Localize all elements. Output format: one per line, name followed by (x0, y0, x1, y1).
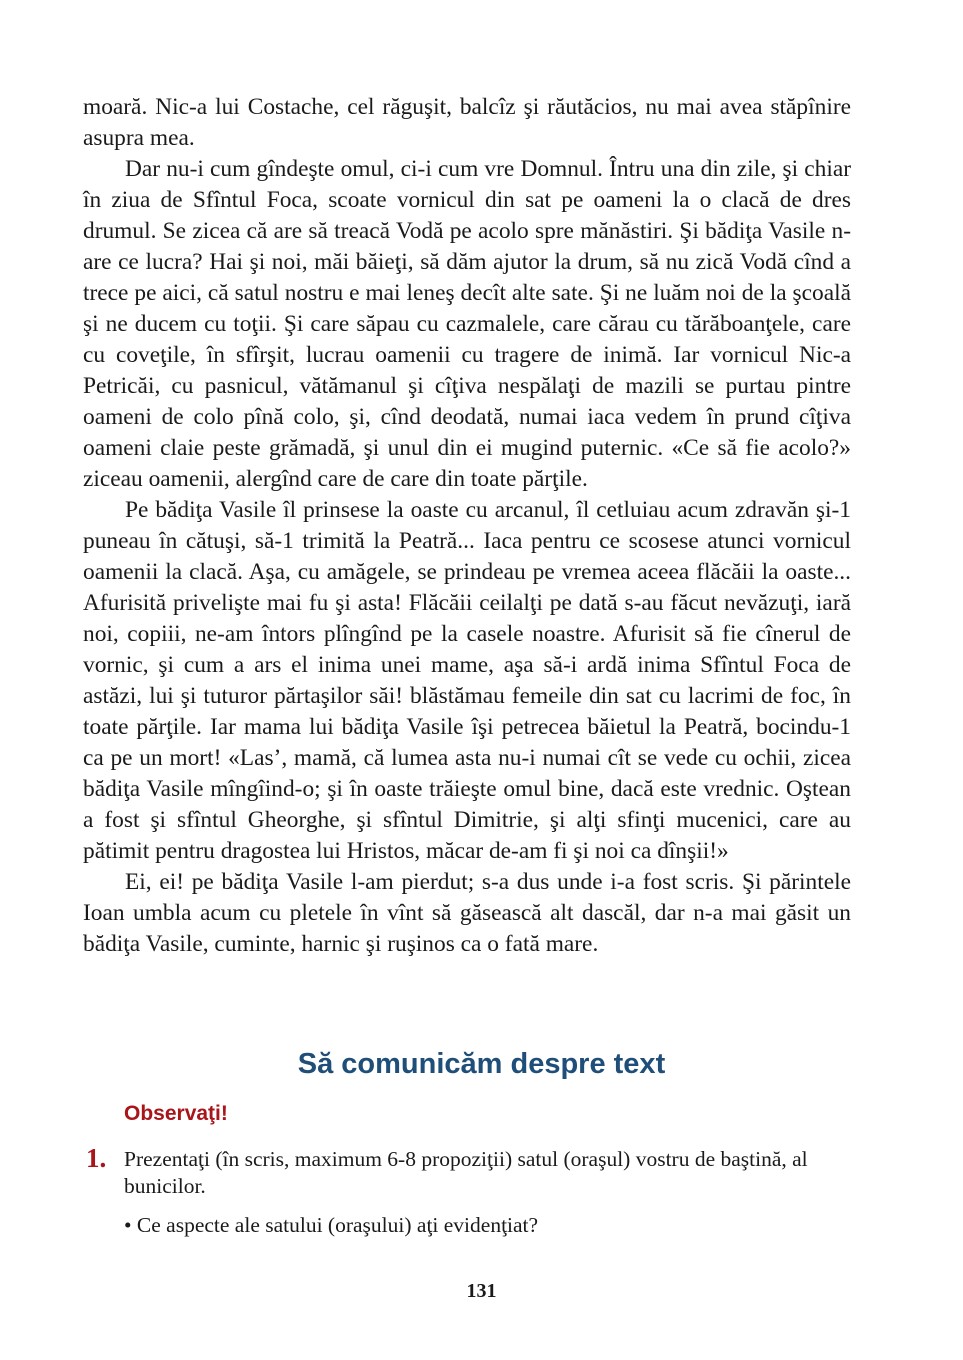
paragraph-1: moară. Nic-a lui Costache, cel răguşit, balcîz şi răutăcios, nu mai avea stăpînire asupra mea. (83, 94, 851, 151)
exercise-bullet: • Ce aspecte ale satului (oraşului) aţi evidenţiat? (124, 1213, 539, 1237)
section-subheading: Observaţi! (124, 1102, 228, 1125)
paragraph-3: Pe bădiţa Vasile îl prinsese la oaste cu arcanul, îl cetluiau acum zdravăn şi-1 puneau în cătuşi, să-1 trimită la Peatră... Iaca pentru ce scosese atunci vornicul oamenii la clacă. Aşa, cu amăgele, se prindeau pe vremea aceea flăcăii la oaste... Afurisită privelişte mai fu şi asta! Flăcăii ceilalţi pe dată s-au făcut nevăzuţi, iară noi, copiii, ne-am întors plîngînd pe la casele noastre. Afurisit să fie cînerul de vornic, şi cum a ars el inima unei mame, aşa să-i ardă inima Sfîntul Foca de astăzi, lui şi tuturor părtaşilor săi! blăstămau femeile din sat cu lacrimi de foc, în toate părţile. Iar mama lui bădiţa Vasile îşi petrecea băietul la Peatră, bocindu-1 ca pe un mort! «Las’, mamă, că lumea asta nu-i numai cît se vede cu ochii, zicea bădiţa Vasile mîngîind-o; şi în oaste trăieşte omul bine, dacă este vrednic. Oştean a fost şi sfîntul Gheorghe, şi sfîntul Dimitrie, şi alţi sfinţi mucenici, care au pătimit pentru dragostea lui Hristos, măcar de-am fi şi noi ca dînşii!» (83, 497, 851, 864)
exercise-text: Prezentaţi (în scris, maximum 6-8 propoziţii) satul (oraşul) vostru de baştină, al bunicilor. (124, 1147, 808, 1198)
exercise-number: 1. (86, 1143, 107, 1173)
page-number: 131 (466, 1280, 497, 1302)
section-title: Să comunicăm despre text (297, 1048, 666, 1080)
paragraph-4: Ei, ei! pe bădiţa Vasile l-am pierdut; s-a dus unde i-a fost scris. Şi părintele Ioan umbla acum cu pletele în vînt să găsească alt dascăl, dar n-a mai găsit un bădiţa Vasile, cuminte, harnic şi ruşinos ca o fată mare. (83, 869, 851, 957)
story-text (83, 92, 851, 960)
paragraph-2: Dar nu-i cum gîndeşte omul, ci-i cum vre Domnul. Întru una din zile, şi chiar în ziua de Sfîntul Foca, scoate vornicul din sat pe oameni la o clacă de dres drumul. Se zicea că are să treacă Vodă pe acolo spre mănăstiri. Şi bădiţa Vasile n-are ce lucra? Hai şi noi, măi băieţi, să dăm ajutor la drum, să nu zică Vodă cînd a trece pe aici, că satul nostru e mai leneş decît alte sate. Şi ne luăm noi de la şcoală şi ne ducem cu toţii. Şi care săpau cu cazmalele, care cărau cu tărăboanţele, care cu coveţile, în sfîrşit, lucrau oamenii cu tragere de inimă. Iar vornicul Nic-a Petricăi, cu pasnicul, vătămanul şi cîţiva nespălaţi de mazili se purtau pintre oameni de colo pînă colo, şi, cînd deodată, numai iaca vedem în prund cîţiva oameni claie peste grămadă, şi unul din ei mugind puternic. «Ce să fie acolo?» ziceau oamenii, alergînd care de care din toate părţile. (83, 156, 851, 492)
